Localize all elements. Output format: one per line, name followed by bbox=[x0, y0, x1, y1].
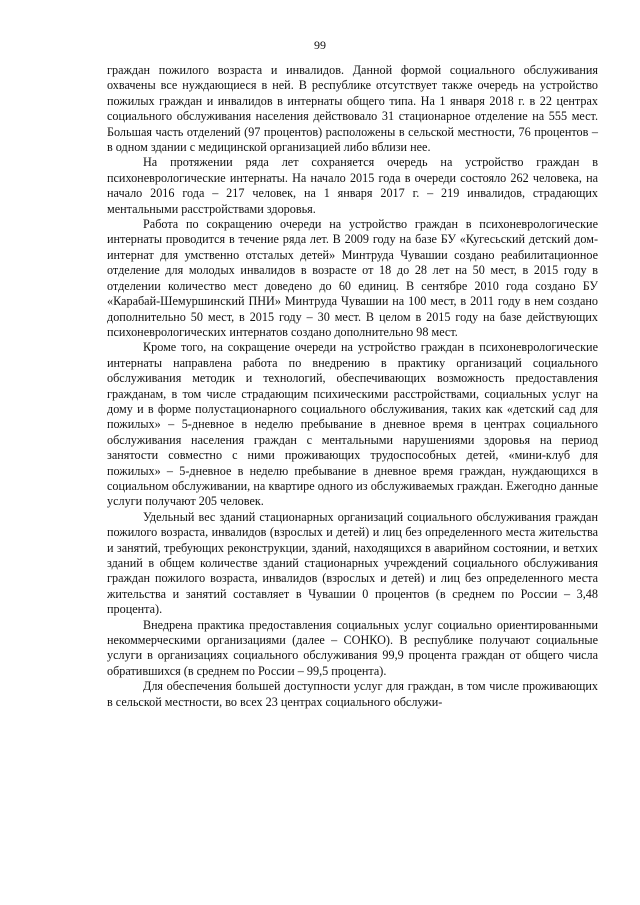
paragraph-3: Работа по сокращению очереди на устройство граждан в психоневрологические интернаты проводится в течение ряда лет. В 2009 году на базе БУ «Кугесьский детский дом-интернат для умственно отсталых детей» Минтруда Чувашии создано реабилитационное отделение для молодых инвалидов в возрасте от 18 до 28 лет на 50 мест, в 2015 году в отделении количество мест доведено до 60 единиц. В сентябре 2010 года создано БУ «Карабай-Шемуршинский ПНИ» Минтруда Чувашии на 100 мест, в 2011 году в нем создано дополнительно 50 мест, в 2015 году – 30 мест. В целом в 2015 году на базе действующих психоневрологических интернатов создано дополнительно 98 мест. bbox=[107, 217, 598, 339]
paragraph-5: Удельный вес зданий стационарных организаций социального обслуживания граждан пожилого возраста, инвалидов (взрослых и детей) и лиц без определенного места жительства и занятий, требующих реконструкции, зданий, находящихся в аварийном состоянии, и ветхих зданий в общем количестве зданий стационарных учреждений социального обслуживания граждан пожилого возраста, инвалидов (взрослых и детей) и лиц без определенного места жительства и занятий составляет в Чувашии 0 процентов (в среднем по России – 3,48 процента). bbox=[107, 509, 598, 617]
paragraph-2: На протяжении ряда лет сохраняется очередь на устройство граждан в психоневрологические интернаты. На начало 2015 года в очереди состояло 262 человека, на начало 2016 года – 217 человек, на 1 января 2017 г. – 219 инвалидов, страдающих ментальными расстройствами здоровья. bbox=[107, 155, 598, 216]
page-number: 99 bbox=[314, 38, 326, 52]
body-text bbox=[107, 63, 598, 710]
paragraph-4: Кроме того, на сокращение очереди на устройство граждан в психоневрологические интернаты направлена работа по внедрению в практику организаций социального обслуживания методик и технологий, обеспечивающих возможность предоставления гражданам, в том числе страдающим психическими расстройствами, социальных услуг на дому и в форме полустационарного социального обслуживания, таких как «детский сад для пожилых» – 5-дневное в неделю пребывание в дневное время в центрах социального обслуживания населения граждан с ментальными нарушениями здоровья на период занятости совместно с ними проживающих трудоспособных детей, «мини-клуб для пожилых» – 5-дневное в неделю пребывание в дневное время граждан, нуждающихся в социальном обслуживании, на квартире одного из обслуживаемых граждан. Ежегодно данные услуги получают 205 человек. bbox=[107, 340, 598, 509]
paragraph-6: Внедрена практика предоставления социальных услуг социально ориентированными некоммерческими организациями (далее – СОНКО). В республике получают социальные услуги в организациях социального обслуживания 99,9 процента граждан от общего числа обратившихся (в среднем по России – 99,5 процента). bbox=[107, 617, 598, 678]
paragraph-7: Для обеспечения большей доступности услуг для граждан, в том числе проживающих в сельской местности, во всех 23 центрах социального обслужи- bbox=[107, 679, 598, 709]
paragraph-1: граждан пожилого возраста и инвалидов. Данной формой социального обслуживания охвачены все нуждающиеся в ней. В республике отсутствует также очередь на устройство пожилых граждан и инвалидов в интернаты общего типа. На 1 января 2018 г. в 22 центрах социального обслуживания населения действовало 31 стационарное отделение на 555 мест. Большая часть отделений (97 процентов) расположены в сельской местности, 76 процентов – в одном здании с медицинской организацией либо вблизи нее. bbox=[107, 63, 598, 155]
